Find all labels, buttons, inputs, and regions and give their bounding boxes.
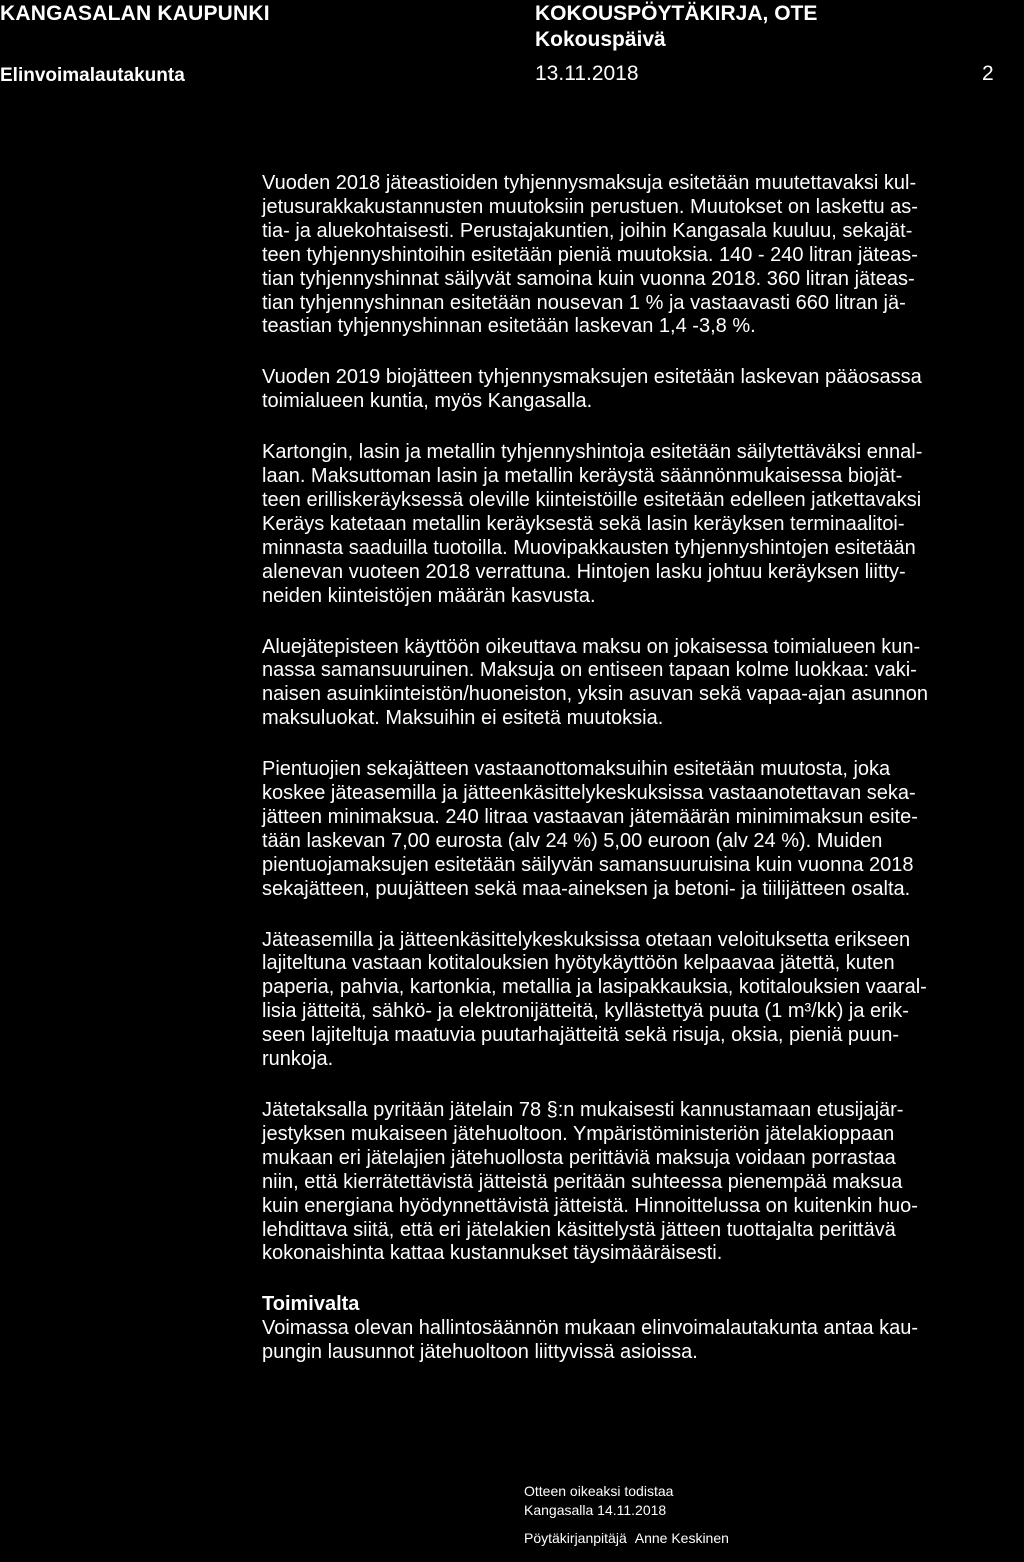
- certification-footer: [524, 1482, 729, 1548]
- text-line: kuin energiana hyödynnettävistä jätteistä. Hinnoittelussa on kuitenkin huo-: [262, 1194, 918, 1217]
- paragraph: [262, 366, 1014, 414]
- organization-name: KANGASALAN KAUPUNKI: [0, 2, 270, 25]
- text-line: Keräys katetaan metallin keräyksestä sekä lasin keräyksen terminaalitoi-: [262, 512, 905, 535]
- text-line: teen erilliskeräyksessä oleville kiinteistöille esitetään edelleen jatkettavaksi: [262, 488, 922, 511]
- text-line: koskee jäteasemilla ja jätteenkäsittelykeskuksissa vastaanotettavan seka-: [262, 782, 916, 805]
- text-line: tian tyhjennyshinnat säilyvät samoina kuin vuonna 2018. 360 litran jäteas-: [262, 267, 915, 290]
- meeting-day-label: Kokouspäivä: [535, 28, 666, 51]
- text-line: jetusurakkakustannusten muutoksiin perustuen. Muutokset on laskettu as-: [262, 195, 918, 218]
- text-line: teen tyhjennyshintoihin esitetään pieniä muutoksia. 140 - 240 litran jäteas-: [262, 243, 918, 266]
- text-line: jätteen minimaksua. 240 litraa vastaavan jätemäärän minimimaksun esite-: [262, 805, 918, 828]
- paragraph: [262, 929, 1014, 1072]
- document-body: [262, 172, 1014, 1392]
- text-line: sekajätteen, puujätteen sekä maa-aineksen ja betoni- ja tiilijätteen osalta.: [262, 877, 911, 900]
- paragraph: [262, 1099, 1014, 1266]
- signatory-line: [524, 1529, 729, 1548]
- text-line: Vuoden 2018 jäteastioiden tyhjennysmaksuja esitetään muutettavaksi kul-: [262, 172, 917, 194]
- signatory-role: Pöytäkirjanpitäjä: [524, 1530, 627, 1546]
- text-line: toimialueen kuntia, myös Kangasalla.: [262, 390, 593, 413]
- text-line: niin, että kierrätettävistä jätteistä peritään suhteessa pienempää maksua: [262, 1170, 903, 1193]
- text-line: pungin lausunnot jätehuoltoon liittyvissä asioissa.: [262, 1341, 698, 1364]
- text-line: kokonaishinta kattaa kustannukset täysimääräisesti.: [262, 1242, 723, 1265]
- text-line: laan. Maksuttoman lasin ja metallin keräystä säännönmukaisessa biojät-: [262, 465, 903, 488]
- text-line: Voimassa olevan hallintosäännön mukaan elinvoimalautakunta antaa kau-: [262, 1317, 918, 1340]
- text-line: neiden kiinteistöjen määrän kasvusta.: [262, 584, 596, 607]
- committee-name: Elinvoimalautakunta: [0, 65, 185, 86]
- text-line: tia- ja aluekohtaisesti. Perustajakuntien, joihin Kangasala kuuluu, sekajät-: [262, 219, 913, 242]
- text-line: Aluejätepisteen käyttöön oikeuttava maksu on jokaisessa toimialueen kun-: [262, 635, 921, 658]
- text-line: Kartongin, lasin ja metallin tyhjennyshintoja esitetään säilytettäväksi ennal-: [262, 441, 923, 464]
- text-line: tään laskevan 7,00 eurosta (alv 24 %) 5,00 euroon (alv 24 %). Muiden: [262, 829, 883, 852]
- text-line: Pientuojien sekajätteen vastaanottomaksuihin esitetään muutosta, joka: [262, 758, 891, 781]
- document-type: KOKOUSPÖYTÄKIRJA, OTE: [535, 2, 818, 25]
- section-heading: Toimivalta: [262, 1293, 360, 1316]
- signatory-name: Anne Keskinen: [634, 1530, 729, 1546]
- paragraph: [262, 636, 1014, 732]
- certification-place-date: Kangasalla 14.11.2018: [524, 1502, 667, 1518]
- meeting-date: 13.11.2018: [535, 62, 639, 85]
- paragraph: [262, 441, 1014, 608]
- text-line: seen lajiteltuja maatuvia puutarhajätteitä sekä risuja, oksia, pieniä puun-: [262, 1024, 900, 1047]
- paragraph: [262, 758, 1014, 901]
- text-line: tian tyhjennyshinnan esitetään nousevan 1 % ja vastaavasti 660 litran jä-: [262, 291, 906, 314]
- text-line: Vuoden 2019 biojätteen tyhjennysmaksujen esitetään laskevan pääosassa: [262, 366, 922, 389]
- page-number: 2: [982, 62, 994, 85]
- text-line: nassa samansuuruinen. Maksuja on entiseen tapaan kolme luokkaa: vaki-: [262, 659, 917, 682]
- text-line: lisia jätteitä, sähkö- ja elektronijätteitä, kyllästettyä puuta (1 m³/kk) ja erik-: [262, 1000, 909, 1023]
- text-line: lehdittava siitä, että eri jätelakien käsittelystä jätteen tuottajalta perittävä: [262, 1218, 896, 1241]
- text-line: lajiteltuna vastaan kotitalouksien hyötykäyttöön kelpaavaa jätettä, kuten: [262, 952, 895, 975]
- text-line: naisen asuinkiinteistön/huoneiston, yksin asuvan sekä vapaa-ajan asunnon: [262, 683, 929, 706]
- text-line: pientuojamaksujen esitetään säilyvän samansuuruisina kuin vuonna 2018: [262, 853, 914, 876]
- text-line: teastian tyhjennyshinnan esitetään laskevan 1,4 -3,8 %.: [262, 315, 756, 338]
- text-line: minnasta saaduilla tuotoilla. Muovipakkausten tyhjennyshintojen esitetään: [262, 536, 916, 559]
- certification-text: Otteen oikeaksi todistaa: [524, 1483, 674, 1499]
- text-line: runkoja.: [262, 1048, 334, 1071]
- text-line: Jätetaksalla pyritään jätelain 78 §:n mukaisesti kannustamaan etusijajär-: [262, 1099, 904, 1121]
- section-toimivalta: [262, 1293, 1014, 1365]
- text-line: jestyksen mukaiseen jätehuoltoon. Ympäristöministeriön jätelakioppaan: [262, 1122, 895, 1145]
- text-line: paperia, pahvia, kartonkia, metallia ja lasipakkauksia, kotitalouksien vaaral-: [262, 976, 927, 999]
- text-line: Jäteasemilla ja jätteenkäsittelykeskuksissa otetaan veloituksetta erikseen: [262, 928, 911, 951]
- text-line: maksuluokat. Maksuihin ei esitetä muutoksia.: [262, 707, 664, 730]
- text-line: alenevan vuoteen 2018 verrattuna. Hintojen lasku johtuu keräyksen liitty-: [262, 560, 906, 583]
- paragraph: [262, 172, 1014, 339]
- text-line: mukaan eri jätelajien jätehuollosta perittäviä maksuja voidaan porrastaa: [262, 1146, 896, 1169]
